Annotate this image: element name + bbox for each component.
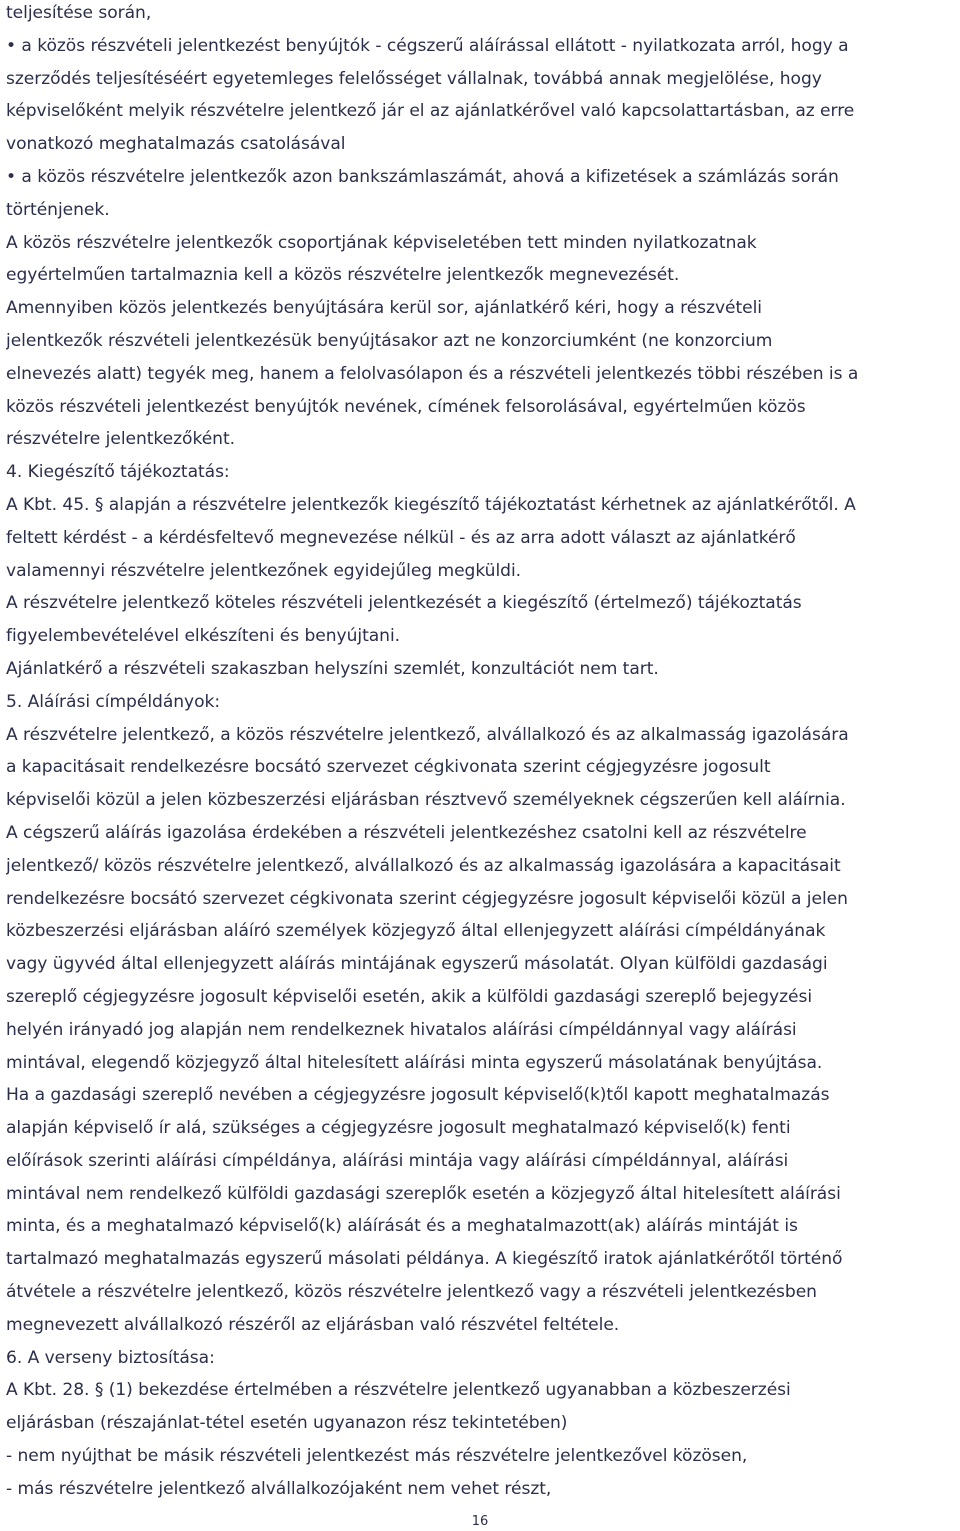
text-line: történjenek. [6, 199, 110, 220]
text-line: képviselői közül a jelen közbeszerzési eljárásban résztvevő személyeknek cégszerűen kell aláírnia. [6, 790, 846, 811]
text-line: teljesítése során, [6, 3, 152, 23]
text-line: • a közös részvételi jelentkezést benyújtók - cégszerű aláírással ellátott - nyilatkozata arról, hogy a [6, 35, 849, 56]
text-line: A cégszerű aláírás igazolása érdekében a részvételi jelentkezéshez csatolni kell az részvételre [6, 822, 807, 843]
text-line: Ha a gazdasági szereplő nevében a cégjegyzésre jogosult képviselő(k)től kapott meghatalmazás [6, 1085, 830, 1106]
text-line: megnevezett alvállalkozó részéről az eljárásban való részvétel feltétele. [6, 1314, 620, 1335]
text-line: rendelkezésre bocsátó szervezet cégkivonata szerint cégjegyzésre jogosult képviselői közül a jelen [6, 888, 848, 909]
text-line: jelentkező/ közös részvételre jelentkező, alvállalkozó és az alkalmasság igazolására a kapacitásait [6, 855, 841, 876]
document-body [6, 0, 958, 1506]
text-line: jelentkezők részvételi jelentkezésük benyújtásakor azt ne konzorciumként (ne konzorcium [6, 330, 773, 351]
text-line: 6. A verseny biztosítása: [6, 1347, 215, 1368]
text-line: valamennyi részvételre jelentkezőnek egyidejűleg megküldi. [6, 560, 522, 581]
text-line: A Kbt. 45. § alapján a részvételre jelentkezők kiegészítő tájékoztatást kérhetnek az ajánlatkérőtől. A [6, 494, 856, 515]
text-line: minta, és a meghatalmazó képviselő(k) aláírását és a meghatalmazott(ak) aláírás mintáját is [6, 1216, 798, 1237]
text-line: tartalmazó meghatalmazás egyszerű másolati példánya. A kiegészítő iratok ajánlatkérőtől történő [6, 1249, 843, 1270]
text-line: részvételre jelentkezőként. [6, 429, 235, 450]
text-line: feltett kérdést - a kérdésfeltevő megnevezése nélkül - és az arra adott választ az ajánlatkérő [6, 527, 796, 548]
text-line: szerződés teljesítéséért egyetemleges felelősséget vállalnak, továbbá annak megjelölése, hogy [6, 68, 822, 89]
page-number: 16 [471, 1514, 489, 1529]
text-line: Amennyiben közös jelentkezés benyújtására kerül sor, ajánlatkérő kéri, hogy a részvételi [6, 298, 762, 319]
text-line: mintával nem rendelkező külföldi gazdasági szereplők esetén a közjegyző által hitelesített aláírási [6, 1183, 841, 1204]
text-line: előírások szerinti aláírási címpéldánya, aláírási mintája vagy aláírási címpéldánnyal, aláírási [6, 1150, 789, 1171]
text-line: A részvételre jelentkező, a közös részvételre jelentkező, alvállalkozó és az alkalmasság igazolására [6, 724, 849, 745]
text-line: eljárásban (részajánlat-tétel esetén ugyanazon rész tekintetében) [6, 1413, 568, 1434]
text-line: vonatkozó meghatalmazás csatolásával [6, 134, 346, 155]
text-line: - más részvételre jelentkező alvállalkozójaként nem vehet részt, [6, 1478, 552, 1499]
text-line: elnevezés alatt) tegyék meg, hanem a felolvasólapon és a részvételi jelentkezés többi részében is a [6, 363, 859, 384]
text-line: Ajánlatkérő a részvételi szakaszban helyszíni szemlét, konzultációt nem tart. [6, 658, 659, 679]
text-line: a kapacitásait rendelkezésre bocsátó szervezet cégkivonata szerint cégjegyzésre jogosult [6, 757, 771, 778]
text-line: közbeszerzési eljárásban aláíró személyek közjegyző által ellenjegyzett aláírási címpéldányának [6, 921, 826, 942]
text-line: mintával, elegendő közjegyző által hitelesített aláírási minta egyszerű másolatának benyújtása. [6, 1052, 823, 1073]
text-line: • a közös részvételre jelentkezők azon bankszámlaszámát, ahová a kifizetések a számlázás során [6, 166, 839, 187]
text-line: A közös részvételre jelentkezők csoportjának képviseletében tett minden nyilatkozatnak [6, 232, 757, 253]
text-line: vagy ügyvéd által ellenjegyzett aláírás mintájának egyszerű másolatát. Olyan külföldi gazdasági [6, 954, 828, 975]
text-line: A Kbt. 28. § (1) bekezdése értelmében a részvételre jelentkező ugyanabban a közbeszerzési [6, 1380, 791, 1401]
text-line: - nem nyújthat be másik részvételi jelentkezést más részvételre jelentkezővel közösen, [6, 1446, 748, 1467]
text-line: képviselőként melyik részvételre jelentkező jár el az ajánlatkérővel való kapcsolattartásban, az erre [6, 101, 855, 122]
text-line: helyén irányadó jog alapján nem rendelkeznek hivatalos aláírási címpéldánnyal vagy aláírási [6, 1019, 797, 1040]
text-line: közös részvételi jelentkezést benyújtók nevének, címének felsorolásával, egyértelműen közös [6, 396, 806, 417]
text-line: 4. Kiegészítő tájékoztatás: [6, 462, 230, 483]
text-line: szereplő cégjegyzésre jogosult képviselői esetén, akik a külföldi gazdasági szereplő bejegyzési [6, 986, 813, 1007]
text-line: alapján képviselő ír alá, szükséges a cégjegyzésre jogosult meghatalmazó képviselő(k) fenti [6, 1118, 791, 1139]
text-line: egyértelműen tartalmaznia kell a közös részvételre jelentkezők megnevezését. [6, 265, 680, 286]
text-line: átvétele a részvételre jelentkező, közös részvételre jelentkező vagy a részvételi jelentkezésben [6, 1282, 817, 1303]
text-line: 5. Aláírási címpéldányok: [6, 691, 221, 712]
text-line: A részvételre jelentkező köteles részvételi jelentkezését a kiegészítő (értelmező) tájékoztatás [6, 593, 802, 614]
text-line: figyelembevételével elkészíteni és benyújtani. [6, 626, 401, 647]
